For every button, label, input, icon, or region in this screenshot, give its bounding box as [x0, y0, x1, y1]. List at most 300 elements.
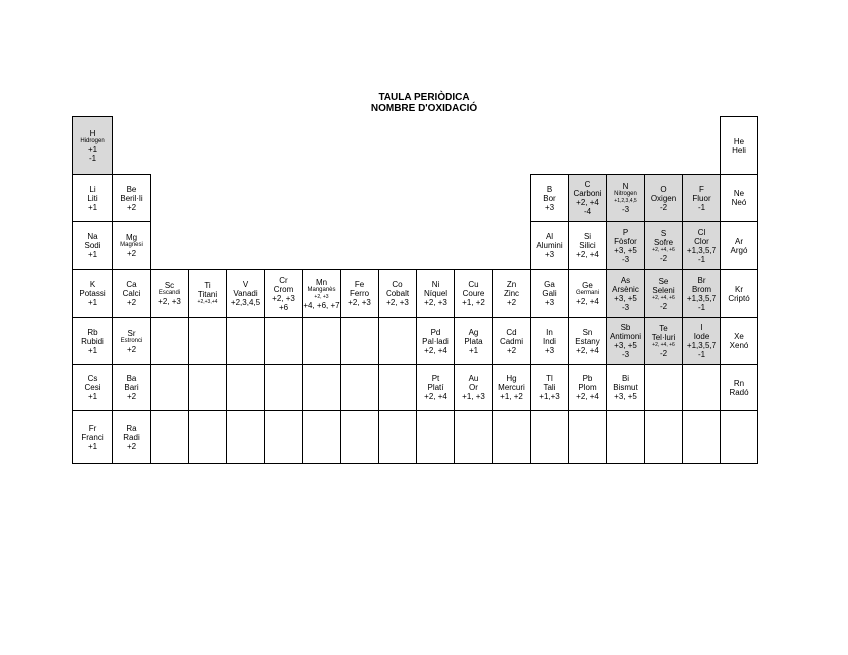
period-row-1 [73, 117, 758, 175]
oxidation-numbers: +2, +3 [348, 298, 371, 307]
element-name: Arsènic [612, 284, 639, 294]
element-cell-cd [493, 318, 531, 365]
element-symbol: I [700, 323, 703, 332]
element-symbol: Ag [468, 327, 479, 337]
element-symbol: Na [87, 232, 98, 241]
element-name: Fluor [692, 193, 711, 203]
element-cell-sr [113, 318, 151, 365]
oxidation-numbers-secondary: +4, +6, +7 [303, 300, 340, 310]
element-symbol: K [89, 280, 96, 289]
element-symbol: Al [545, 232, 554, 241]
element-cell-al [531, 222, 569, 270]
element-name: Bor [543, 193, 556, 203]
oxidation-numbers: +2 [126, 202, 137, 212]
oxidation-numbers: +1,3,5,7 [686, 293, 717, 303]
element-name: Xenó [729, 341, 749, 350]
empty-space [265, 175, 303, 222]
element-symbol: Ni [431, 280, 440, 289]
empty-element-cell [227, 365, 265, 411]
element-name: Ferro [349, 289, 370, 298]
oxidation-numbers: +2, +3 [314, 293, 329, 300]
element-cell-pb [569, 365, 607, 411]
element-name: Estronci [120, 337, 143, 344]
element-symbol: Xe [734, 332, 744, 341]
element-cell-cr [265, 270, 303, 318]
element-symbol: Co [392, 280, 403, 289]
empty-element-cell [265, 365, 303, 411]
element-name: Hidrogen [80, 137, 105, 144]
element-name: Níquel [423, 289, 448, 298]
empty-element-cell [417, 411, 455, 464]
element-cell-co [379, 270, 417, 318]
period-row-5 [73, 318, 758, 365]
element-symbol: Cu [468, 280, 479, 289]
element-symbol: B [546, 184, 553, 194]
empty-space [531, 117, 569, 175]
element-symbol: Tl [546, 374, 553, 383]
empty-space [189, 117, 227, 175]
element-symbol: Si [583, 232, 592, 241]
element-cell-sc [151, 270, 189, 318]
element-cell-n [607, 175, 645, 222]
element-cell-f [683, 175, 721, 222]
element-cell-ba [113, 365, 151, 411]
empty-space [493, 175, 531, 222]
element-name: Oxigen [650, 193, 677, 203]
element-symbol: F [699, 184, 704, 194]
empty-space [303, 222, 341, 270]
empty-space [417, 175, 455, 222]
empty-element-cell [721, 411, 758, 464]
element-cell-se [645, 270, 683, 318]
element-name: Plom [578, 383, 597, 392]
element-cell-xe [721, 318, 758, 365]
element-name: Nitrogen [614, 191, 637, 197]
element-cell-mg [113, 222, 151, 270]
empty-element-cell [227, 411, 265, 464]
empty-element-cell [189, 318, 227, 365]
element-symbol: Sb [620, 323, 631, 332]
element-name: Vanadi [233, 289, 258, 298]
oxidation-numbers: +3, +5 [614, 392, 637, 401]
empty-element-cell [607, 411, 645, 464]
element-symbol: Cr [279, 275, 288, 285]
oxidation-numbers: +1 [468, 345, 479, 355]
oxidation-numbers: +2,+3,+4 [197, 299, 218, 305]
element-name: Calci [122, 289, 141, 298]
element-cell-s [645, 222, 683, 270]
element-cell-ni [417, 270, 455, 318]
element-cell-o [645, 175, 683, 222]
element-name: Carboni [573, 189, 602, 198]
element-symbol: Fr [88, 423, 97, 433]
empty-element-cell [303, 318, 341, 365]
oxidation-numbers: +2, +4 [424, 392, 447, 401]
oxidation-numbers: +2, +4 [576, 345, 599, 355]
empty-element-cell [341, 318, 379, 365]
oxidation-numbers: +1 [87, 250, 98, 259]
empty-element-cell [265, 318, 303, 365]
element-name: Sodi [84, 241, 101, 250]
element-name: Argó [730, 245, 748, 255]
oxidation-numbers: +1 [87, 202, 98, 212]
element-symbol: N [622, 182, 629, 191]
oxidation-numbers: +1,3,5,7 [686, 341, 717, 350]
element-symbol: Pd [430, 327, 441, 337]
empty-space [303, 117, 341, 175]
oxidation-numbers-secondary: -3 [621, 302, 630, 312]
element-cell-te [645, 318, 683, 365]
element-cell-as [607, 270, 645, 318]
empty-space [455, 117, 493, 175]
empty-element-cell [531, 411, 569, 464]
element-cell-fe [341, 270, 379, 318]
element-cell-cl [683, 222, 721, 270]
element-name: Silici [579, 241, 596, 250]
oxidation-numbers: +1, +3 [462, 392, 485, 401]
oxidation-numbers-secondary: -3 [621, 350, 630, 359]
element-symbol: Ne [733, 189, 745, 198]
empty-element-cell [227, 318, 265, 365]
element-name: Gali [542, 289, 557, 298]
element-cell-i [683, 318, 721, 365]
empty-space [227, 175, 265, 222]
element-name: Tali [543, 383, 556, 392]
oxidation-numbers: +2,3,4,5 [230, 298, 261, 307]
element-name: Bari [124, 383, 139, 392]
element-cell-kr [721, 270, 758, 318]
period-row-4 [73, 270, 758, 318]
element-cell-he [721, 117, 758, 175]
element-name: Estany [575, 336, 600, 346]
empty-space [455, 175, 493, 222]
element-symbol: Zn [506, 280, 517, 289]
empty-element-cell [379, 365, 417, 411]
element-cell-ca [113, 270, 151, 318]
element-symbol: Fe [354, 280, 365, 289]
element-symbol: Cs [87, 374, 98, 383]
page-title [0, 92, 848, 114]
element-cell-ag [455, 318, 493, 365]
oxidation-numbers: +3, +5 [614, 293, 637, 303]
element-cell-b [531, 175, 569, 222]
element-symbol: Pb [582, 374, 593, 383]
element-cell-rb [73, 318, 113, 365]
element-name: Sofre [653, 237, 674, 247]
empty-space [265, 117, 303, 175]
element-cell-zn [493, 270, 531, 318]
element-symbol: Li [89, 184, 96, 194]
oxidation-numbers: -2 [659, 202, 668, 212]
oxidation-numbers: +2 [506, 345, 517, 355]
oxidation-numbers: +2, +3 [424, 298, 447, 307]
element-name: Heli [732, 145, 746, 155]
element-name: Platí [427, 383, 444, 392]
element-name: Liti [87, 193, 98, 203]
empty-element-cell [265, 411, 303, 464]
oxidation-numbers: +1,2,3,4,5 [614, 198, 637, 204]
element-symbol: V [242, 280, 249, 289]
element-symbol: Mn [315, 277, 328, 287]
oxidation-numbers: +2 [126, 298, 137, 307]
oxidation-numbers: +2, +4, +6 [652, 342, 675, 348]
element-name: Mercuri [498, 383, 525, 392]
empty-element-cell [379, 411, 417, 464]
element-name: Bismut [613, 383, 638, 392]
element-name: Crom [273, 284, 294, 294]
element-name: Plata [464, 336, 483, 346]
element-symbol: Mg [125, 233, 138, 242]
oxidation-numbers: +2, +3 [158, 297, 181, 306]
element-cell-sb [607, 318, 645, 365]
element-name: Zinc [503, 289, 520, 298]
element-cell-tl [531, 365, 569, 411]
oxidation-numbers: +2 [126, 344, 137, 354]
oxidation-numbers-secondary: -2 [659, 301, 668, 311]
element-symbol: Ra [126, 423, 137, 433]
element-cell-k [73, 270, 113, 318]
element-name: Radi [123, 432, 140, 442]
element-cell-au [455, 365, 493, 411]
element-cell-cu [455, 270, 493, 318]
element-symbol: Bi [621, 374, 630, 383]
empty-element-cell [189, 411, 227, 464]
empty-space [151, 117, 189, 175]
empty-element-cell [645, 411, 683, 464]
element-cell-ne [721, 175, 758, 222]
empty-space [417, 222, 455, 270]
empty-space [227, 222, 265, 270]
oxidation-numbers: +1 [87, 144, 98, 154]
element-name: Radó [729, 387, 749, 397]
empty-element-cell [151, 411, 189, 464]
empty-space [341, 117, 379, 175]
oxidation-numbers: +2, +4 [576, 250, 599, 259]
element-name: Germani [575, 290, 599, 296]
element-symbol: P [622, 227, 629, 237]
element-name: Manganès [307, 286, 336, 293]
element-symbol: Au [468, 374, 479, 383]
element-name: Cobalt [385, 289, 410, 298]
oxidation-numbers: -1 [697, 202, 706, 212]
oxidation-numbers: +2, +3 [272, 293, 295, 303]
oxidation-numbers-secondary: -2 [659, 349, 668, 358]
oxidation-numbers: +2 [126, 392, 137, 401]
empty-space [379, 222, 417, 270]
element-cell-bi [607, 365, 645, 411]
oxidation-numbers: +2, +4 [576, 297, 599, 306]
element-cell-c [569, 175, 607, 222]
element-cell-ar [721, 222, 758, 270]
element-name: Rubidi [81, 336, 104, 346]
period-row-3 [73, 222, 758, 270]
oxidation-numbers: +3 [544, 250, 555, 259]
oxidation-numbers: +1 [87, 345, 98, 355]
empty-space [151, 222, 189, 270]
oxidation-numbers-secondary: -2 [659, 253, 668, 263]
element-name: Indi [543, 336, 556, 346]
element-name: Beril·li [120, 193, 143, 203]
element-symbol: Br [697, 275, 706, 285]
periodic-table [72, 116, 758, 464]
oxidation-numbers: +1 [87, 298, 98, 307]
element-symbol: He [733, 136, 745, 146]
element-name: Clor [694, 236, 709, 246]
oxidation-numbers: +2, +4 [576, 392, 599, 401]
empty-element-cell [151, 318, 189, 365]
oxidation-numbers: +2, +4, +6 [652, 294, 675, 301]
empty-space [151, 175, 189, 222]
oxidation-numbers: +1 [87, 441, 98, 451]
element-name: Criptó [728, 293, 750, 303]
element-cell-ge [569, 270, 607, 318]
element-cell-pd [417, 318, 455, 365]
oxidation-numbers: +2 [126, 249, 137, 258]
oxidation-numbers: +2 [506, 298, 517, 307]
oxidation-numbers: +1, +2 [500, 392, 523, 401]
period-row-7 [73, 411, 758, 464]
element-symbol: Se [658, 276, 669, 286]
element-cell-br [683, 270, 721, 318]
empty-space [303, 175, 341, 222]
element-symbol: Sc [164, 281, 175, 290]
empty-element-cell [493, 411, 531, 464]
element-cell-li [73, 175, 113, 222]
empty-element-cell [569, 411, 607, 464]
oxidation-numbers: +2, +4 [576, 198, 599, 207]
oxidation-numbers-secondary: +6 [278, 302, 289, 312]
element-name: Neó [731, 198, 747, 207]
empty-element-cell [341, 411, 379, 464]
element-symbol: Pt [431, 374, 440, 383]
element-name: Cesi [84, 383, 101, 392]
element-name: Potassi [79, 289, 106, 298]
oxidation-numbers: +3 [544, 345, 555, 355]
empty-element-cell [189, 365, 227, 411]
element-symbol: Sn [582, 327, 593, 337]
oxidation-numbers: +1, +2 [462, 298, 485, 307]
oxidation-numbers: +2, +4, +6 [652, 246, 675, 253]
element-cell-ra [113, 411, 151, 464]
element-symbol: Ga [544, 280, 555, 289]
element-cell-hg [493, 365, 531, 411]
element-symbol: Rb [87, 327, 98, 337]
element-cell-in [531, 318, 569, 365]
empty-element-cell [151, 365, 189, 411]
element-name: Seleni [652, 285, 675, 295]
element-symbol: Ge [582, 281, 593, 290]
element-name: Or [469, 383, 478, 392]
oxidation-numbers: +1 [87, 392, 98, 401]
element-symbol: Ba [126, 374, 137, 383]
element-symbol: Sr [127, 328, 136, 338]
element-name: Brom [691, 284, 712, 294]
empty-space [113, 117, 151, 175]
element-symbol: Cl [697, 227, 706, 237]
empty-element-cell [645, 365, 683, 411]
period-row-2 [73, 175, 758, 222]
element-name: Alumini [536, 241, 563, 250]
element-name: Titani [197, 290, 218, 299]
empty-space [341, 222, 379, 270]
element-name: Pal·ladi [422, 336, 449, 346]
element-cell-rn [721, 365, 758, 411]
element-symbol: Kr [735, 284, 743, 294]
element-cell-ti [189, 270, 227, 318]
element-symbol: O [660, 184, 667, 194]
element-cell-v [227, 270, 265, 318]
empty-element-cell [683, 365, 721, 411]
element-cell-pt [417, 365, 455, 411]
element-symbol: Hg [506, 374, 517, 383]
oxidation-numbers: +3 [544, 202, 555, 212]
element-name: Fòsfor [614, 236, 637, 246]
oxidation-numbers: +3 [544, 298, 555, 307]
oxidation-numbers-secondary: -1 [88, 153, 97, 163]
oxidation-numbers-secondary: -1 [697, 350, 706, 359]
oxidation-numbers-secondary: -3 [621, 205, 630, 214]
empty-space [493, 117, 531, 175]
empty-element-cell [683, 411, 721, 464]
element-cell-p [607, 222, 645, 270]
empty-space [189, 175, 227, 222]
element-symbol: Ti [204, 281, 211, 290]
element-name: Franci [81, 432, 104, 442]
oxidation-numbers: +2, +4 [424, 345, 447, 355]
element-cell-mn [303, 270, 341, 318]
empty-space [683, 117, 721, 175]
empty-space [493, 222, 531, 270]
empty-space [645, 117, 683, 175]
element-name: Magnesi [120, 242, 143, 248]
element-symbol: As [620, 275, 631, 285]
oxidation-numbers: +3, +5 [614, 245, 637, 255]
element-name: Escandi [158, 290, 181, 296]
element-symbol: Cd [506, 327, 517, 337]
empty-element-cell [455, 411, 493, 464]
element-name: Antimoni [609, 332, 642, 341]
oxidation-numbers: +2, +3 [386, 298, 409, 307]
empty-space [417, 117, 455, 175]
period-row-6 [73, 365, 758, 411]
empty-element-cell [303, 411, 341, 464]
empty-element-cell [303, 365, 341, 411]
element-name: Tel·luri [651, 333, 676, 342]
empty-space [341, 175, 379, 222]
oxidation-numbers-secondary: -4 [583, 207, 592, 216]
element-cell-si [569, 222, 607, 270]
element-cell-na [73, 222, 113, 270]
empty-space [455, 222, 493, 270]
empty-space [189, 222, 227, 270]
title-line-2: NOMBRE D'OXIDACIÓ [370, 103, 478, 114]
empty-space [379, 175, 417, 222]
title-line-1: TAULA PERIÒDICA [378, 92, 470, 103]
element-cell-cs [73, 365, 113, 411]
element-symbol: Te [659, 324, 668, 333]
oxidation-numbers: +3, +5 [614, 341, 637, 350]
element-symbol: Be [126, 184, 137, 194]
element-symbol: Rn [733, 378, 745, 388]
empty-element-cell [379, 318, 417, 365]
empty-space [607, 117, 645, 175]
element-name: Iode [693, 332, 710, 341]
oxidation-numbers-secondary: -3 [621, 254, 630, 264]
element-symbol: C [584, 180, 591, 189]
empty-space [227, 117, 265, 175]
element-symbol: In [546, 327, 553, 337]
element-cell-sn [569, 318, 607, 365]
